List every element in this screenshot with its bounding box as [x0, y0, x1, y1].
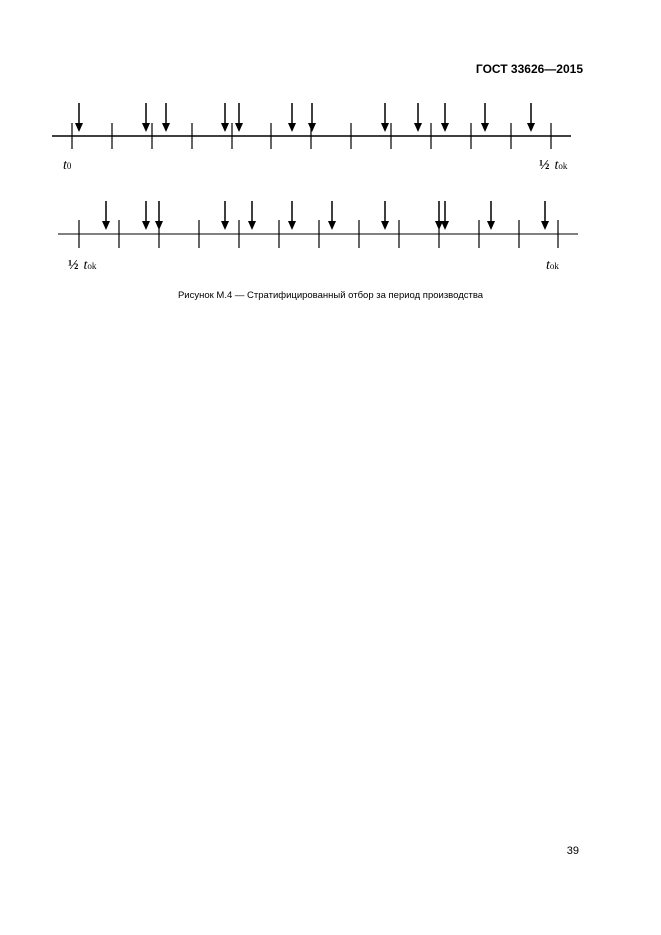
- timeline-1: [52, 103, 571, 149]
- half-fraction: ½: [68, 258, 79, 273]
- timeline-2-end-label: [546, 258, 559, 273]
- sample-arrow-icon: [381, 103, 389, 132]
- document-header: ГОСТ 33626—2015: [475, 62, 583, 76]
- t-symbol: t: [546, 258, 550, 273]
- sample-arrow-icon: [221, 103, 229, 132]
- sample-arrow-icon: [441, 103, 449, 132]
- sample-arrow-icon: [541, 201, 549, 230]
- sample-arrow-icon: [441, 201, 449, 230]
- sample-arrow-icon: [142, 201, 150, 230]
- sample-arrow-icon: [435, 201, 443, 230]
- half-fraction: ½: [539, 158, 550, 173]
- page-number: 39: [566, 845, 579, 857]
- timeline-2: [58, 201, 578, 248]
- t-symbol: t: [83, 258, 88, 273]
- sample-arrow-icon: [527, 103, 535, 132]
- timeline-1-end-label: [539, 158, 568, 173]
- sample-arrow-icon: [414, 103, 422, 132]
- sample-arrow-icon: [75, 103, 83, 132]
- t-symbol: t: [554, 158, 559, 173]
- subscript: 0: [66, 161, 72, 171]
- sample-arrow-icon: [288, 103, 296, 132]
- sample-arrow-icon: [162, 103, 170, 132]
- sample-arrow-icon: [481, 103, 489, 132]
- sample-arrow-icon: [308, 103, 316, 132]
- stratified-sampling-figure: [0, 0, 661, 300]
- timeline-1-start-label: [63, 158, 72, 173]
- subscript: ok: [549, 261, 559, 271]
- sample-arrow-icon: [102, 201, 110, 230]
- subscript: ok: [558, 161, 568, 171]
- sample-arrow-icon: [221, 201, 229, 230]
- sample-arrow-icon: [487, 201, 495, 230]
- sample-arrow-icon: [381, 201, 389, 230]
- sample-arrow-icon: [248, 201, 256, 230]
- t-symbol: t: [63, 158, 67, 173]
- sample-arrow-icon: [142, 103, 150, 132]
- subscript: ok: [87, 261, 97, 271]
- sample-arrow-icon: [288, 201, 296, 230]
- figure-caption: Рисунок М.4 — Стратифицированный отбор за период производства: [177, 290, 484, 301]
- sample-arrow-icon: [235, 103, 243, 132]
- sample-arrow-icon: [328, 201, 336, 230]
- sample-arrow-icon: [155, 201, 163, 230]
- timeline-2-start-label: [68, 258, 97, 273]
